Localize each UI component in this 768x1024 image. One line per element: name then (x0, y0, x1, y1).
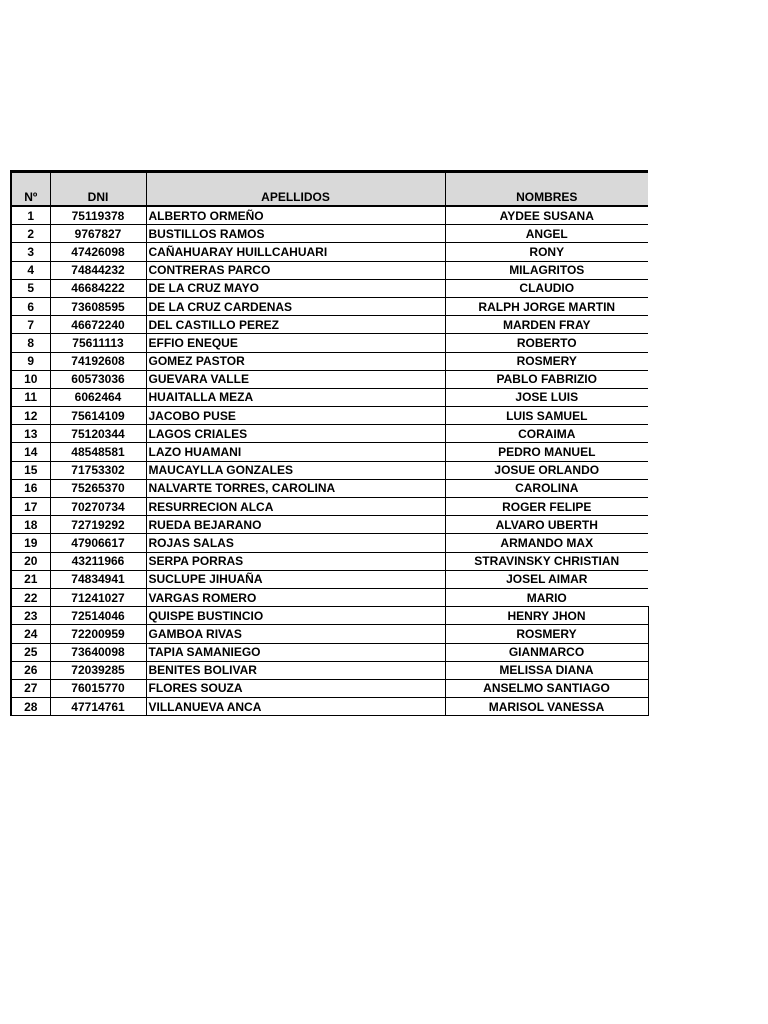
cell-apellidos: RESURRECION ALCA (146, 498, 445, 516)
cell-number: 14 (11, 443, 50, 461)
cell-nombres: CLAUDIO (445, 279, 648, 297)
cell-apellidos: SUCLUPE JIHUAÑA (146, 570, 445, 588)
table-row (11, 297, 648, 315)
cell-dni: 72039285 (50, 661, 146, 679)
cell-dni: 73608595 (50, 297, 146, 315)
cell-number: 6 (11, 297, 50, 315)
cell-number: 15 (11, 461, 50, 479)
cell-apellidos: DE LA CRUZ MAYO (146, 279, 445, 297)
cell-apellidos: EFFIO ENEQUE (146, 334, 445, 352)
cell-apellidos: RUEDA BEJARANO (146, 516, 445, 534)
cell-number: 21 (11, 570, 50, 588)
cell-dni: 46684222 (50, 279, 146, 297)
table-row (11, 534, 648, 552)
cell-apellidos: ALBERTO ORMEÑO (146, 206, 445, 225)
cell-apellidos: GUEVARA VALLE (146, 370, 445, 388)
table-row (11, 443, 648, 461)
cell-dni: 47714761 (50, 698, 146, 716)
cell-number: 24 (11, 625, 50, 643)
table-row (11, 625, 648, 643)
table-row (11, 352, 648, 370)
cell-number: 20 (11, 552, 50, 570)
cell-dni: 73640098 (50, 643, 146, 661)
table-row (11, 570, 648, 588)
table-row (11, 206, 648, 225)
cell-apellidos: BUSTILLOS RAMOS (146, 225, 445, 243)
table-row (11, 243, 648, 261)
cell-dni: 71241027 (50, 588, 146, 606)
cell-nombres: ROGER FELIPE (445, 498, 648, 516)
cell-nombres: RONY (445, 243, 648, 261)
cell-nombres: AYDEE SUSANA (445, 206, 648, 225)
cell-dni: 75119378 (50, 206, 146, 225)
cell-apellidos: LAGOS CRIALES (146, 425, 445, 443)
cell-dni: 75614109 (50, 407, 146, 425)
cell-apellidos: VILLANUEVA ANCA (146, 698, 445, 716)
table-row (11, 643, 648, 661)
table-row (11, 388, 648, 406)
cell-number: 5 (11, 279, 50, 297)
table-row (11, 607, 648, 625)
cell-apellidos: VARGAS ROMERO (146, 588, 445, 606)
cell-nombres: MARISOL VANESSA (445, 698, 648, 716)
cell-dni: 74192608 (50, 352, 146, 370)
cell-dni: 75611113 (50, 334, 146, 352)
cell-nombres: PEDRO MANUEL (445, 443, 648, 461)
cell-apellidos: ROJAS SALAS (146, 534, 445, 552)
table-row (11, 588, 648, 606)
cell-apellidos: FLORES SOUZA (146, 679, 445, 697)
table-row (11, 370, 648, 388)
cell-nombres: PABLO FABRIZIO (445, 370, 648, 388)
cell-apellidos: LAZO HUAMANI (146, 443, 445, 461)
cell-number: 9 (11, 352, 50, 370)
table-row (11, 516, 648, 534)
table-row (11, 679, 648, 697)
cell-dni: 76015770 (50, 679, 146, 697)
table-row (11, 479, 648, 497)
cell-number: 10 (11, 370, 50, 388)
table-row (11, 334, 648, 352)
cell-nombres: ALVARO UBERTH (445, 516, 648, 534)
cell-number: 1 (11, 206, 50, 225)
cell-number: 7 (11, 316, 50, 334)
cell-dni: 72514046 (50, 607, 146, 625)
cell-number: 2 (11, 225, 50, 243)
cell-nombres: JOSE LUIS (445, 388, 648, 406)
cell-dni: 6062464 (50, 388, 146, 406)
cell-number: 23 (11, 607, 50, 625)
table-row (11, 261, 648, 279)
cell-number: 8 (11, 334, 50, 352)
cell-nombres: MARIO (445, 588, 648, 606)
cell-dni: 71753302 (50, 461, 146, 479)
cell-nombres: MILAGRITOS (445, 261, 648, 279)
cell-nombres: ROSMERY (445, 352, 648, 370)
cell-dni: 74834941 (50, 570, 146, 588)
cell-dni: 9767827 (50, 225, 146, 243)
cell-number: 27 (11, 679, 50, 697)
table-row (11, 498, 648, 516)
cell-dni: 43211966 (50, 552, 146, 570)
student-roster-table (10, 170, 649, 716)
table-row (11, 225, 648, 243)
table-row (11, 661, 648, 679)
cell-apellidos: DEL CASTILLO PEREZ (146, 316, 445, 334)
table-row (11, 407, 648, 425)
cell-dni: 70270734 (50, 498, 146, 516)
column-header-dni: DNI (50, 172, 146, 207)
cell-nombres: STRAVINSKY CHRISTIAN (445, 552, 648, 570)
cell-dni: 47426098 (50, 243, 146, 261)
table-row (11, 698, 648, 716)
table-row (11, 316, 648, 334)
cell-nombres: CORAIMA (445, 425, 648, 443)
cell-nombres: RALPH JORGE MARTIN (445, 297, 648, 315)
column-header-number: Nº (11, 172, 50, 207)
cell-apellidos: CAÑAHUARAY HUILLCAHUARI (146, 243, 445, 261)
cell-nombres: ANGEL (445, 225, 648, 243)
cell-nombres: ROBERTO (445, 334, 648, 352)
cell-number: 12 (11, 407, 50, 425)
cell-dni: 72719292 (50, 516, 146, 534)
cell-number: 25 (11, 643, 50, 661)
column-header-apellidos: APELLIDOS (146, 172, 445, 207)
table-row (11, 552, 648, 570)
spreadsheet-page (10, 170, 647, 716)
table-row (11, 461, 648, 479)
cell-apellidos: CONTRERAS PARCO (146, 261, 445, 279)
cell-nombres: ROSMERY (445, 625, 648, 643)
table-header-row (11, 172, 648, 207)
cell-nombres: GIANMARCO (445, 643, 648, 661)
cell-nombres: JOSEL AIMAR (445, 570, 648, 588)
cell-dni: 46672240 (50, 316, 146, 334)
cell-apellidos: MAUCAYLLA GONZALES (146, 461, 445, 479)
cell-nombres: HENRY JHON (445, 607, 648, 625)
cell-nombres: CAROLINA (445, 479, 648, 497)
cell-nombres: ANSELMO SANTIAGO (445, 679, 648, 697)
cell-number: 13 (11, 425, 50, 443)
cell-dni: 74844232 (50, 261, 146, 279)
cell-number: 26 (11, 661, 50, 679)
cell-apellidos: HUAITALLA MEZA (146, 388, 445, 406)
cell-number: 11 (11, 388, 50, 406)
cell-apellidos: BENITES BOLIVAR (146, 661, 445, 679)
table-body (11, 206, 648, 716)
cell-nombres: MARDEN FRAY (445, 316, 648, 334)
cell-nombres: MELISSA DIANA (445, 661, 648, 679)
table-row (11, 279, 648, 297)
cell-nombres: JOSUE ORLANDO (445, 461, 648, 479)
cell-number: 22 (11, 588, 50, 606)
cell-apellidos: GAMBOA RIVAS (146, 625, 445, 643)
cell-apellidos: QUISPE BUSTINCIO (146, 607, 445, 625)
cell-dni: 48548581 (50, 443, 146, 461)
cell-number: 17 (11, 498, 50, 516)
cell-apellidos: SERPA PORRAS (146, 552, 445, 570)
cell-number: 16 (11, 479, 50, 497)
cell-apellidos: JACOBO PUSE (146, 407, 445, 425)
cell-apellidos: TAPIA SAMANIEGO (146, 643, 445, 661)
cell-dni: 75265370 (50, 479, 146, 497)
cell-dni: 47906617 (50, 534, 146, 552)
cell-apellidos: DE LA CRUZ CARDENAS (146, 297, 445, 315)
cell-number: 3 (11, 243, 50, 261)
cell-number: 4 (11, 261, 50, 279)
column-header-nombres: NOMBRES (445, 172, 648, 207)
cell-nombres: LUIS SAMUEL (445, 407, 648, 425)
cell-dni: 72200959 (50, 625, 146, 643)
cell-dni: 75120344 (50, 425, 146, 443)
cell-nombres: ARMANDO MAX (445, 534, 648, 552)
cell-number: 18 (11, 516, 50, 534)
cell-number: 19 (11, 534, 50, 552)
table-row (11, 425, 648, 443)
cell-dni: 60573036 (50, 370, 146, 388)
cell-apellidos: NALVARTE TORRES, CAROLINA (146, 479, 445, 497)
cell-number: 28 (11, 698, 50, 716)
cell-apellidos: GOMEZ PASTOR (146, 352, 445, 370)
